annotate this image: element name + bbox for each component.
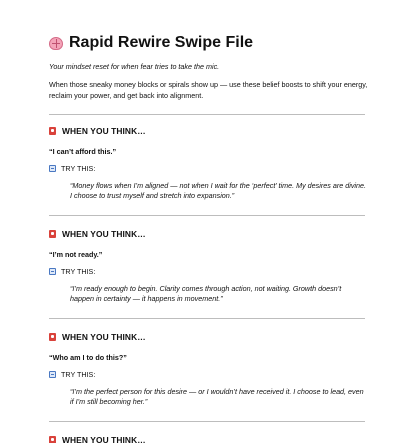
section-heading: WHEN YOU THINK… <box>62 332 146 342</box>
try-this-label: TRY THIS: <box>61 267 96 276</box>
try-this-row <box>49 267 95 276</box>
limiting-belief: “I can’t afford this.” <box>49 147 117 156</box>
title-row <box>49 34 253 52</box>
note-icon <box>49 371 56 378</box>
note-icon <box>49 165 56 172</box>
limiting-belief: “I’m not ready.” <box>49 250 103 259</box>
intro-paragraph: When those sneaky money blocks or spirals show up — use these belief boosts to shift your energy, reclaim your power, and get back into alignment. <box>49 80 368 100</box>
try-this-label: TRY THIS: <box>61 370 96 379</box>
note-icon <box>49 268 56 275</box>
red-badge-icon <box>49 333 56 341</box>
divider <box>49 421 365 422</box>
divider <box>49 318 365 319</box>
limiting-belief: “Who am I to do this?” <box>49 353 127 362</box>
section-heading: WHEN YOU THINK… <box>62 229 146 239</box>
divider <box>49 114 365 115</box>
red-badge-icon <box>49 436 56 443</box>
tagline: Your mindset reset for when fear tries to take the mic. <box>49 62 220 71</box>
try-this-row <box>49 370 95 379</box>
reframe-quote: “I’m ready enough to begin. Clarity comes through action, not waiting. Growth doesn’t happen in certainty — it happens in movement.” <box>70 284 342 304</box>
try-this-row <box>49 164 95 173</box>
divider <box>49 215 365 216</box>
red-badge-icon <box>49 230 56 238</box>
brain-icon <box>49 37 63 50</box>
section-heading-row <box>49 229 146 239</box>
section-heading-row <box>49 126 146 136</box>
red-badge-icon <box>49 127 56 135</box>
reframe-quote: “I’m the perfect person for this desire — or I wouldn’t have received it. I choose to lead, even if I’m still becoming her.” <box>70 387 364 407</box>
page-title: Rapid Rewire Swipe File <box>69 34 254 51</box>
section-heading: WHEN YOU THINK… <box>62 126 146 136</box>
section-heading-row <box>49 435 146 443</box>
try-this-label: TRY THIS: <box>61 164 96 173</box>
reframe-quote: “Money flows when I’m aligned — not when I wait for the ‘perfect’ time. My desires are divine. I choose to trust myself and stretch into expansion.” <box>70 181 367 201</box>
section-heading: WHEN YOU THINK… <box>62 435 146 443</box>
section-heading-row <box>49 332 146 342</box>
